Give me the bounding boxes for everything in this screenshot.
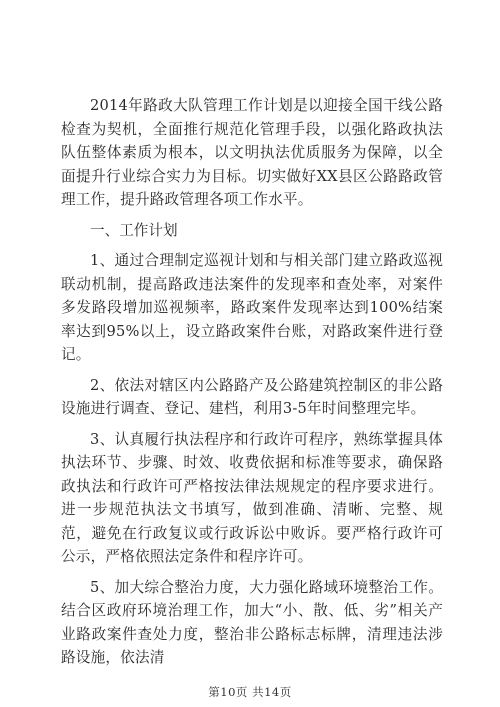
plan-item-1: 1、通过合理制定巡视计划和与相关部门建立路政巡视联动机制，提高路政违法案件的发现率和查处率，对案件多发路段增加巡视频率，路政案件发现率达到100%结案率达到95%以上，设立路政案件台账，对路政案件进行登记。 <box>61 252 443 363</box>
intro-paragraph: 2014年路政大队管理工作计划是以迎接全国干线公路检查为契机，全面推行规范化管理手段，以强化路政执法队伍整体素质为根本，以文明执法优质服务为保障，以全面提升行业综合实力为目标。切实做好XX县区公路路政管理工作，提升路政管理各项工作水平。 <box>61 97 443 208</box>
page-number-footer: 第10页 共14页 <box>208 685 292 699</box>
plan-item-2: 2、依法对辖区内公路路产及公路建筑控制区的非公路设施进行调查、登记、建档，利用3-5年时间整理完毕。 <box>61 376 443 417</box>
plan-item-5: 5、加大综合整治力度，大力强化路域环境整治工作。结合区政府环境治理工作，加大“小、散、低、劣”相关产业路政案件查处力度，整治非公路标志标牌，清理违法涉路设施，依法清 <box>61 578 443 666</box>
section-heading: 一、工作计划 <box>90 221 178 239</box>
plan-item-3: 3、认真履行执法程序和行政许可程序，熟练掌握具体执法环节、步骤、时效、收费依据和标准等要求，确保路政执法和行政许可严格按法律法规规定的程序要求进行。进一步规范执法文书填写，做到准确、清晰、完整、规范，避免在行政复议或行政诉讼中败诉。要严格行政许可公示，严格依照法定条件和程序许可。 <box>61 430 443 565</box>
document-body <box>61 94 443 677</box>
